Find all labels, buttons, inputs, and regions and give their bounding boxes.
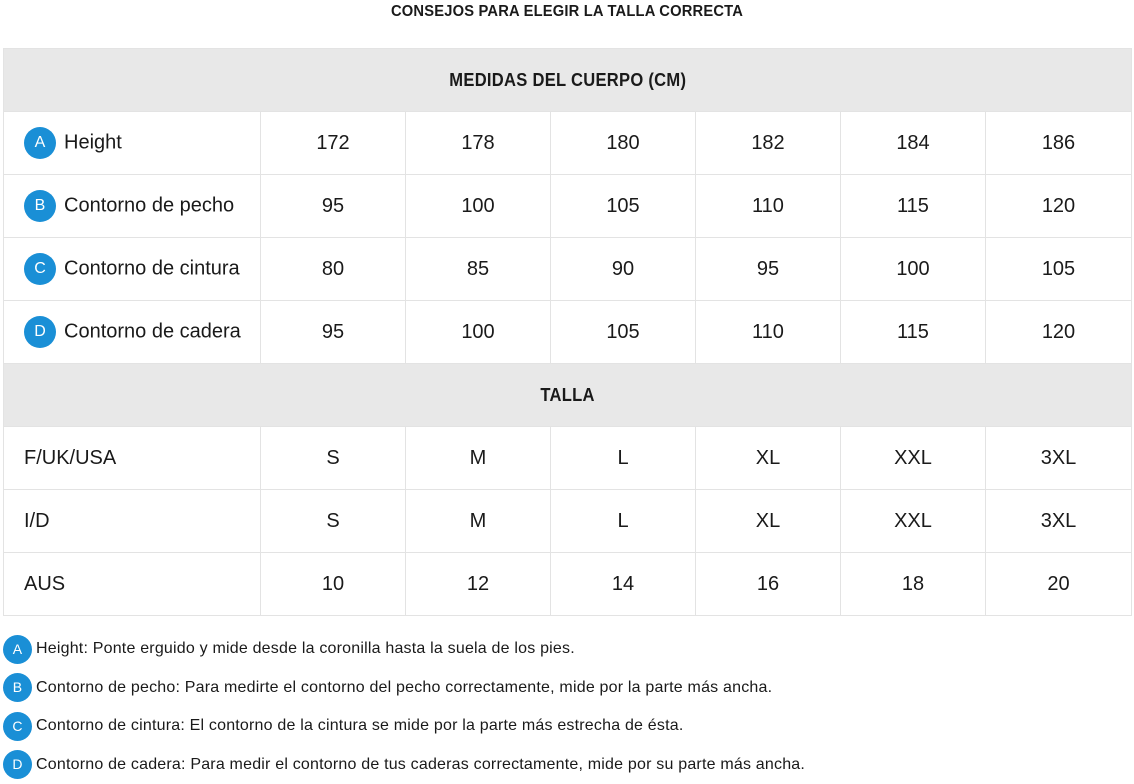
table-cell: 180: [551, 112, 696, 175]
note-text: Height: Ponte erguido y mide desde la coronilla hasta la suela de los pies.: [36, 640, 575, 658]
table-cell: 120: [986, 175, 1132, 238]
table-cell: 184: [841, 112, 986, 175]
table-cell: 110: [696, 301, 841, 364]
badge-a-icon: A: [24, 127, 56, 159]
body-measurements-header: MEDIDAS DEL CUERPO (CM): [4, 49, 1132, 112]
badge-d-icon: D: [24, 316, 56, 348]
row-label: [4, 175, 261, 238]
table-cell: L: [551, 427, 696, 490]
size-header-row: [4, 364, 1132, 427]
badge-b-icon: B: [3, 673, 32, 702]
badge-d-icon: D: [3, 750, 32, 779]
table-row: [4, 553, 1132, 616]
table-cell: 18: [841, 553, 986, 616]
table-cell: 115: [841, 175, 986, 238]
table-cell: M: [406, 427, 551, 490]
table-cell: 100: [841, 238, 986, 301]
row-label: I/D: [4, 490, 261, 553]
size-header: TALLA: [4, 364, 1132, 427]
note-item: [3, 746, 1131, 784]
note-item: [3, 630, 1131, 669]
measurement-notes: [3, 630, 1131, 784]
table-cell: 85: [406, 238, 551, 301]
table-cell: 95: [261, 301, 406, 364]
table-row: [4, 427, 1132, 490]
table-row: [4, 301, 1132, 364]
table-row: [4, 490, 1132, 553]
table-cell: 105: [551, 175, 696, 238]
table-cell: 172: [261, 112, 406, 175]
row-label-text: Contorno de cadera: [64, 321, 241, 343]
table-cell: 10: [261, 553, 406, 616]
row-label: AUS: [4, 553, 261, 616]
table-cell: 14: [551, 553, 696, 616]
table-cell: 182: [696, 112, 841, 175]
table-cell: XXL: [841, 427, 986, 490]
row-label: F/UK/USA: [4, 427, 261, 490]
table-cell: 90: [551, 238, 696, 301]
row-label: [4, 301, 261, 364]
table-cell: XXL: [841, 490, 986, 553]
badge-a-icon: A: [3, 635, 32, 664]
table-cell: 95: [261, 175, 406, 238]
table-cell: M: [406, 490, 551, 553]
table-cell: XL: [696, 490, 841, 553]
page-title: CONSEJOS PARA ELEGIR LA TALLA CORRECTA: [45, 0, 1088, 24]
table-cell: 110: [696, 175, 841, 238]
note-text: Contorno de pecho: Para medirte el contorno del pecho correctamente, mide por la parte más ancha.: [36, 679, 772, 697]
body-measurements-header-row: [4, 49, 1132, 112]
row-label: [4, 238, 261, 301]
table-cell: 178: [406, 112, 551, 175]
table-row: [4, 238, 1132, 301]
table-row: [4, 112, 1132, 175]
table-cell: 3XL: [986, 490, 1132, 553]
note-item: [3, 707, 1131, 746]
table-cell: 95: [696, 238, 841, 301]
table-cell: 12: [406, 553, 551, 616]
table-cell: 186: [986, 112, 1132, 175]
note-item: [3, 669, 1131, 708]
table-cell: 105: [986, 238, 1132, 301]
row-label: [4, 112, 261, 175]
table-cell: 100: [406, 301, 551, 364]
table-cell: 105: [551, 301, 696, 364]
table-cell: XL: [696, 427, 841, 490]
table-cell: S: [261, 490, 406, 553]
size-table: [3, 48, 1132, 616]
badge-c-icon: C: [3, 712, 32, 741]
badge-b-icon: B: [24, 190, 56, 222]
note-text: Contorno de cintura: El contorno de la cintura se mide por la parte más estrecha de ésta.: [36, 717, 683, 735]
note-text: Contorno de cadera: Para medir el contorno de tus caderas correctamente, mide por su parte más ancha.: [36, 756, 805, 774]
table-cell: S: [261, 427, 406, 490]
row-label-text: Height: [64, 132, 122, 154]
table-cell: 120: [986, 301, 1132, 364]
table-cell: 16: [696, 553, 841, 616]
table-cell: 20: [986, 553, 1132, 616]
table-cell: 3XL: [986, 427, 1132, 490]
row-label-text: Contorno de cintura: [64, 258, 240, 280]
row-label-text: Contorno de pecho: [64, 195, 234, 217]
table-cell: 115: [841, 301, 986, 364]
badge-c-icon: C: [24, 253, 56, 285]
table-cell: L: [551, 490, 696, 553]
table-row: [4, 175, 1132, 238]
table-cell: 100: [406, 175, 551, 238]
table-cell: 80: [261, 238, 406, 301]
